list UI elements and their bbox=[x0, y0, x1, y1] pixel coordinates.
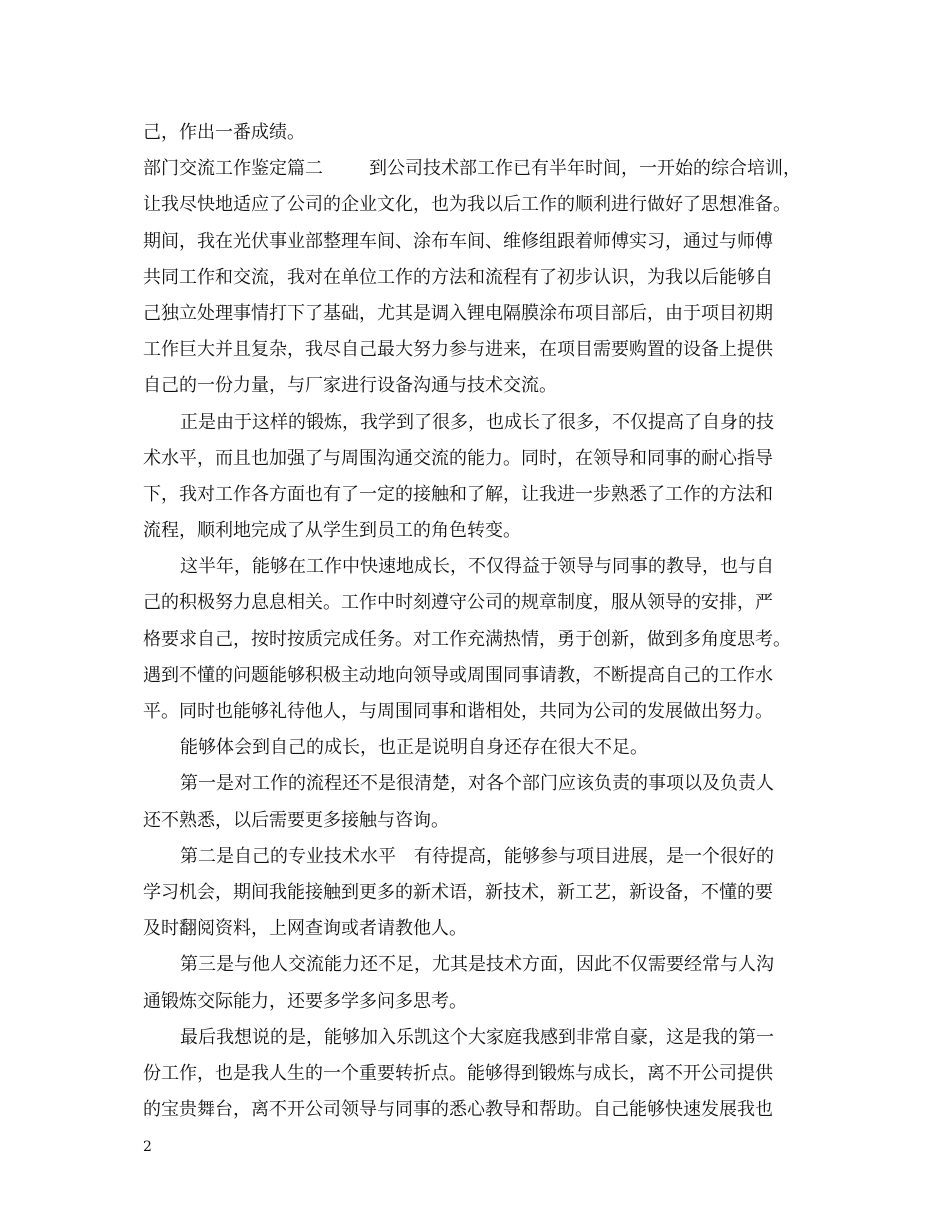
text-line-with-heading bbox=[143, 151, 823, 187]
text-line: 自己的一份力量，与厂家进行设备沟通与技术交流。 bbox=[143, 375, 557, 397]
text-line: 还不熟悉，以后需要更多接触与咨询。 bbox=[143, 809, 449, 831]
text-line: 平。同时也能够礼待他人，与周围同事和谐相处，共同为公司的发展做出努力。 bbox=[143, 701, 773, 722]
text-line: 己独立处理事情打下了基础，尤其是调入锂电隔膜涂布项目部后，由于项目初期 bbox=[143, 302, 773, 324]
paragraph-first-line: 第一是对工作的流程还不是很清楚，对各个部门应该负责的事项以及负责人 bbox=[180, 773, 774, 795]
text-line: 下，我对工作各方面也有了一定的接触和了解，让我进一步熟悉了工作的方法和 bbox=[143, 483, 773, 505]
text-line: 术水平，而且也加强了与周围沟通交流的能力。同时，在领导和同事的耐心指导 bbox=[143, 447, 773, 469]
text-line: 份工作，也是我人生的一个重要转折点。能够得到锻炼与成长，离不开公司提供 bbox=[143, 1062, 773, 1084]
text-line: 己的积极努力息息相关。工作中时刻遵守公司的规章制度，服从领导的安排，严 bbox=[143, 592, 773, 614]
paragraph-first-line: 能够体会到自己的成长，也正是说明自身还存在很大不足。 bbox=[180, 737, 648, 759]
paragraph-first-line: 第二是自己的专业技术水平 有待提高，能够参与项目进展，是一个很好的 bbox=[180, 845, 774, 867]
paragraph-first-line: 最后我想说的是，能够加入乐凯这个大家庭我感到非常自豪，这是我的第一 bbox=[180, 1026, 774, 1048]
paragraph-first-line: 这半年，能够在工作中快速地成长，不仅得益于领导与同事的教导，也与自 bbox=[180, 556, 774, 578]
text-line: 的宝贵舞台，离不开公司领导与同事的悉心教导和帮助。自己能够快速发展我也 bbox=[143, 1099, 773, 1121]
text-line: 让我尽快地适应了公司的企业文化，也为我以后工作的顺利进行做好了思想准备。 bbox=[143, 194, 791, 216]
text-line: 期间，我在光伏事业部整理车间、涂布车间、维修组跟着师傅实习，通过与师傅 bbox=[143, 230, 773, 252]
document-body bbox=[143, 115, 823, 1128]
text-line: 共同工作和交流，我对在单位工作的方法和流程有了初步认识，为我以后能够自 bbox=[143, 266, 773, 288]
text-line: 通锻炼交际能力，还要多学多问多思考。 bbox=[143, 990, 467, 1012]
text-line: 流程，顺利地完成了从学生到员工的角色转变。 bbox=[143, 520, 521, 542]
text-line: 遇到不懂的问题能够积极主动地向领导或周围同事请教，不断提高自己的工作水 bbox=[143, 664, 773, 686]
paragraph-first-line: 正是由于这样的锻炼，我学到了很多，也成长了很多，不仅提高了自身的技 bbox=[180, 411, 774, 433]
text-line: 格要求自己，按时按质完成任务。对工作充满热情，勇于创新，做到多角度思考。 bbox=[143, 628, 791, 650]
text-line: 学习机会，期间我能接触到更多的新术语，新技术，新工艺，新设备，不懂的要 bbox=[143, 881, 773, 903]
section-heading: 部门交流工作鉴定篇二 bbox=[143, 158, 323, 180]
text-line-continuation: 到公司技术部工作已有半年时间，一开始的综合培训， bbox=[369, 158, 801, 180]
text-line: 工作巨大并且复杂，我尽自己最大努力参与进来，在项目需要购置的设备上提供 bbox=[143, 339, 773, 361]
page-number: 2 bbox=[143, 1139, 152, 1155]
text-line: 及时翻阅资料，上网查询或者请教他人。 bbox=[143, 918, 467, 940]
paragraph-first-line: 第三是与他人交流能力还不足，尤其是技术方面，因此不仅需要经常与人沟 bbox=[180, 954, 774, 976]
text-line: 己，作出一番成绩。 bbox=[143, 122, 305, 143]
